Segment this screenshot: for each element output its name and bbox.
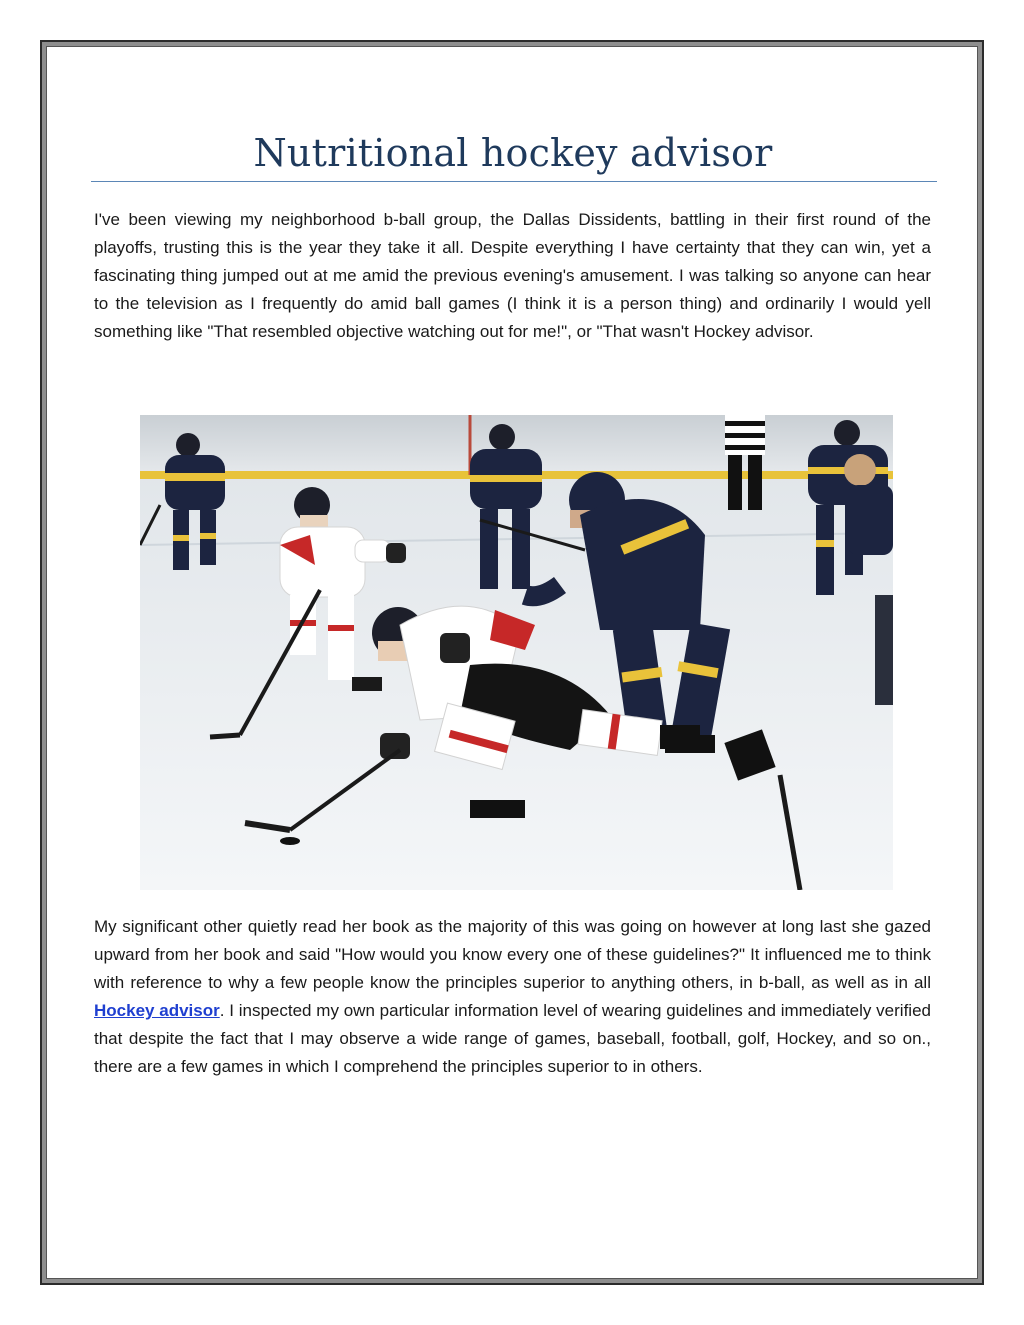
paragraph-2-text-before-link: My significant other quietly read her book as the majority of this was going on however at long last she gazed upward from her book and said "How would you know every one of these guidelines?" It influenced me to think with reference to why a few people know the principles superior to anything others, in b-ball, as well as in all: [94, 917, 931, 992]
paragraph-2-text-after-link: . I inspected my own particular information level of wearing guidelines and immediately verified that despite the fact that I may observe a wide range of games, baseball, football, golf, Hockey, and so on., there are a few games in which I comprehend the principles superior to in others.: [94, 1001, 931, 1076]
page: [46, 46, 978, 1279]
paragraph-2: [94, 913, 931, 1081]
title-underline: [91, 181, 937, 182]
hockey-advisor-link[interactable]: Hockey advisor: [94, 1001, 220, 1020]
page-frame: [40, 40, 984, 1285]
hockey-game-photo: [140, 415, 893, 890]
page-title: Nutritional hockey advisor: [253, 131, 773, 175]
paragraph-1: I've been viewing my neighborhood b-ball group, the Dallas Dissidents, battling in their first round of the playoffs, trusting this is the year they take it all. Despite everything I have certainty that they can win, yet a fascinating thing jumped out at me amid the previous evening's amusement. I was talking so anyone can hear to the television as I frequently do amid ball games (I think it is a person thing) and ordinarily I would yell something like "That resembled objective watching out for me!", or "That wasn't Hockey advisor.: [94, 210, 931, 341]
